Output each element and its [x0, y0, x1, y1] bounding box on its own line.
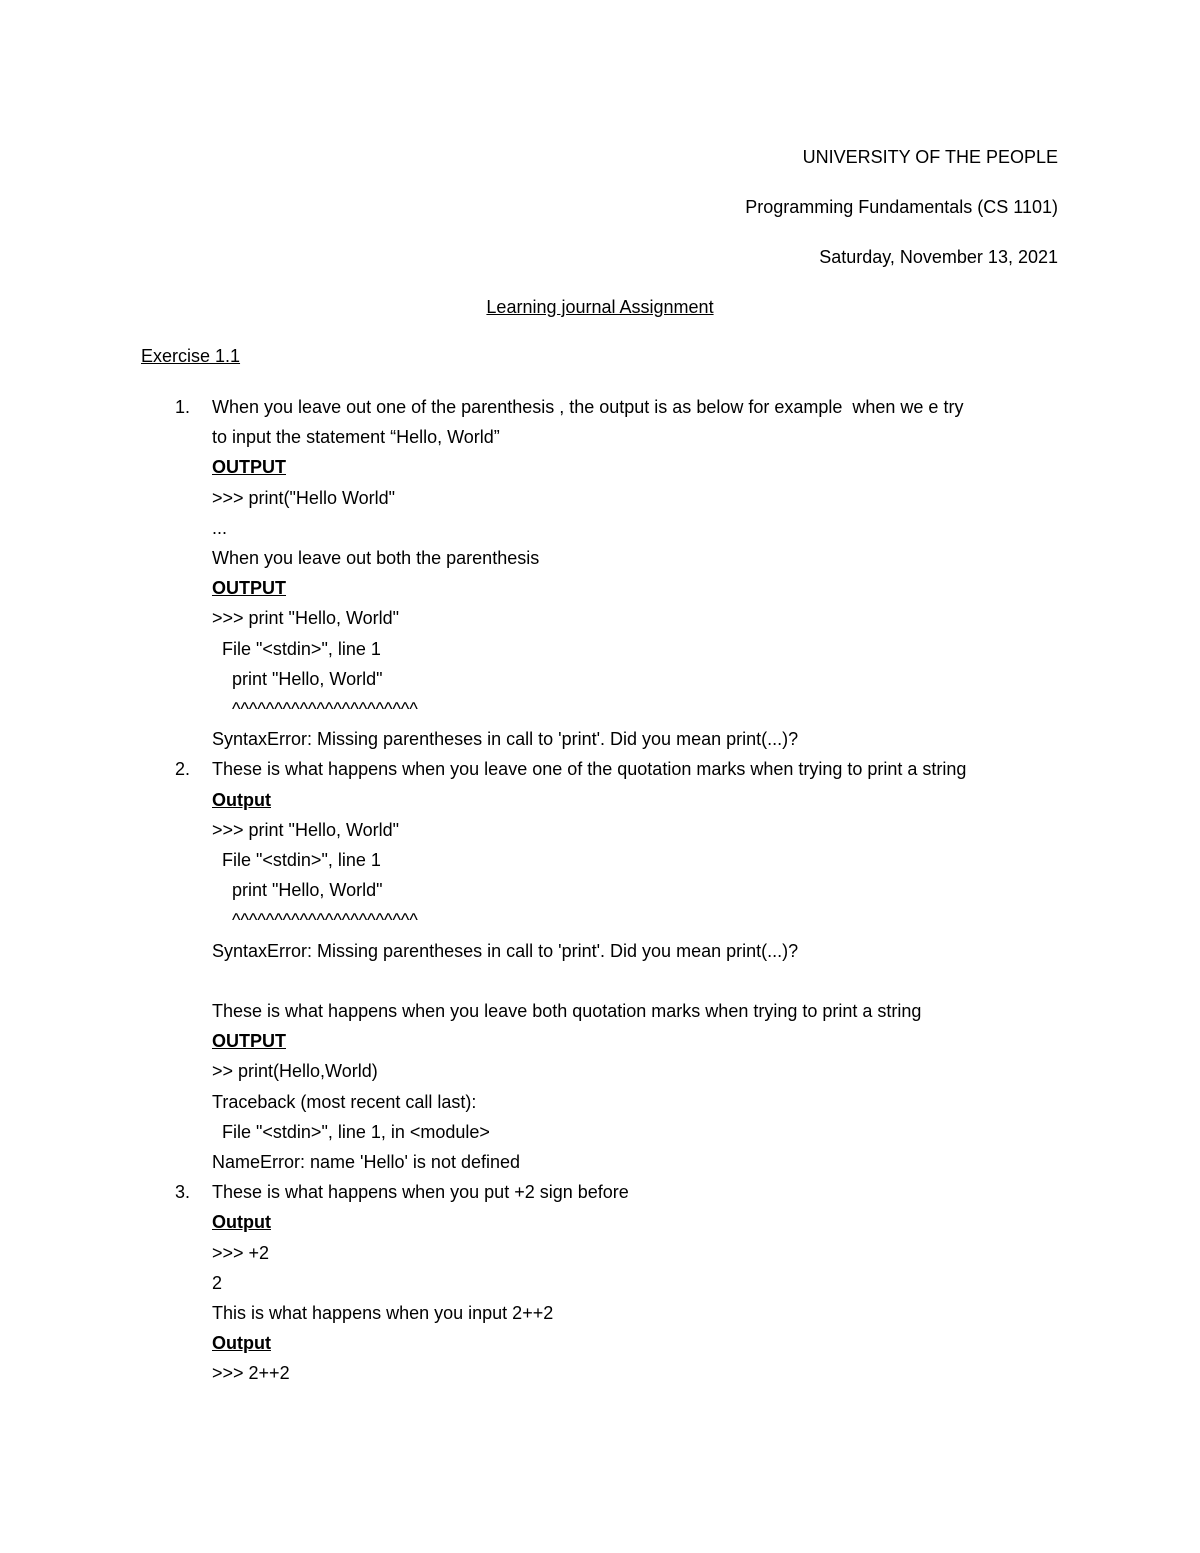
list-item-number: 1.	[175, 397, 191, 417]
list-item-line: When you leave out both the parenthesis	[212, 548, 540, 568]
output-label: OUTPUT	[212, 578, 286, 599]
list-item-line: >>> print "Hello, World"	[212, 819, 400, 840]
list-item-line: SyntaxError: Missing parentheses in call to 'print'. Did you mean print(...)?	[212, 729, 799, 750]
list-item-line: >>> print "Hello, World"	[212, 608, 400, 629]
list-item-number: 2.	[175, 759, 191, 780]
output-label: Output	[212, 1212, 271, 1233]
list-item-line: ...	[212, 517, 228, 538]
list-item-line: NameError: name 'Hello' is not defined	[212, 1152, 521, 1172]
list-item-number: 3.	[175, 1182, 191, 1203]
list-item-line: >> print(Hello,World)	[212, 1061, 378, 1082]
list-item-line: File "<stdin>", line 1	[212, 638, 381, 659]
list-item-line: These is what happens when you put +2 sign before	[212, 1182, 629, 1203]
list-item-line: These is what happens when you leave one of the quotation marks when trying to print a string	[212, 759, 967, 780]
output-label: OUTPUT	[212, 457, 286, 478]
output-label: Output	[212, 1333, 271, 1354]
list-item-line: >>> print("Hello World"	[212, 487, 396, 508]
list-item-line: These is what happens when you leave both quotation marks when trying to print a string	[212, 1001, 922, 1021]
list-item-line: When you leave out one of the parenthesis , the output is as below for example when we e try	[212, 397, 964, 417]
document-title: Learning journal Assignment	[486, 297, 714, 317]
list-item-line: to input the statement “Hello, World”	[212, 427, 500, 448]
list-item-line: ^^^^^^^^^^^^^^^^^^^^^^	[212, 699, 418, 719]
list-item-line: print "Hello, World"	[212, 668, 383, 689]
list-item-line: This is what happens when you input 2++2	[212, 1303, 554, 1323]
list-item-line: Traceback (most recent call last):	[212, 1091, 477, 1112]
exercise-heading: Exercise 1.1	[141, 346, 241, 366]
output-label: OUTPUT	[212, 1031, 286, 1052]
list-item-line: File "<stdin>", line 1	[212, 850, 381, 870]
list-item-line: >>> +2	[212, 1242, 270, 1263]
list-item-line: print "Hello, World"	[212, 880, 383, 901]
course-name: Programming Fundamentals (CS 1101)	[745, 197, 1058, 217]
institution-name: UNIVERSITY OF THE PEOPLE	[802, 147, 1058, 167]
list-item-line: File "<stdin>", line 1, in <module>	[212, 1121, 490, 1142]
document-date: Saturday, November 13, 2021	[819, 247, 1058, 267]
list-item-line: 2	[212, 1272, 223, 1293]
output-label: Output	[212, 789, 271, 810]
list-item-line: ^^^^^^^^^^^^^^^^^^^^^^	[212, 910, 418, 931]
list-item-line: SyntaxError: Missing parentheses in call to 'print'. Did you mean print(...)?	[212, 940, 799, 961]
list-item-line: >>> 2++2	[212, 1363, 290, 1384]
